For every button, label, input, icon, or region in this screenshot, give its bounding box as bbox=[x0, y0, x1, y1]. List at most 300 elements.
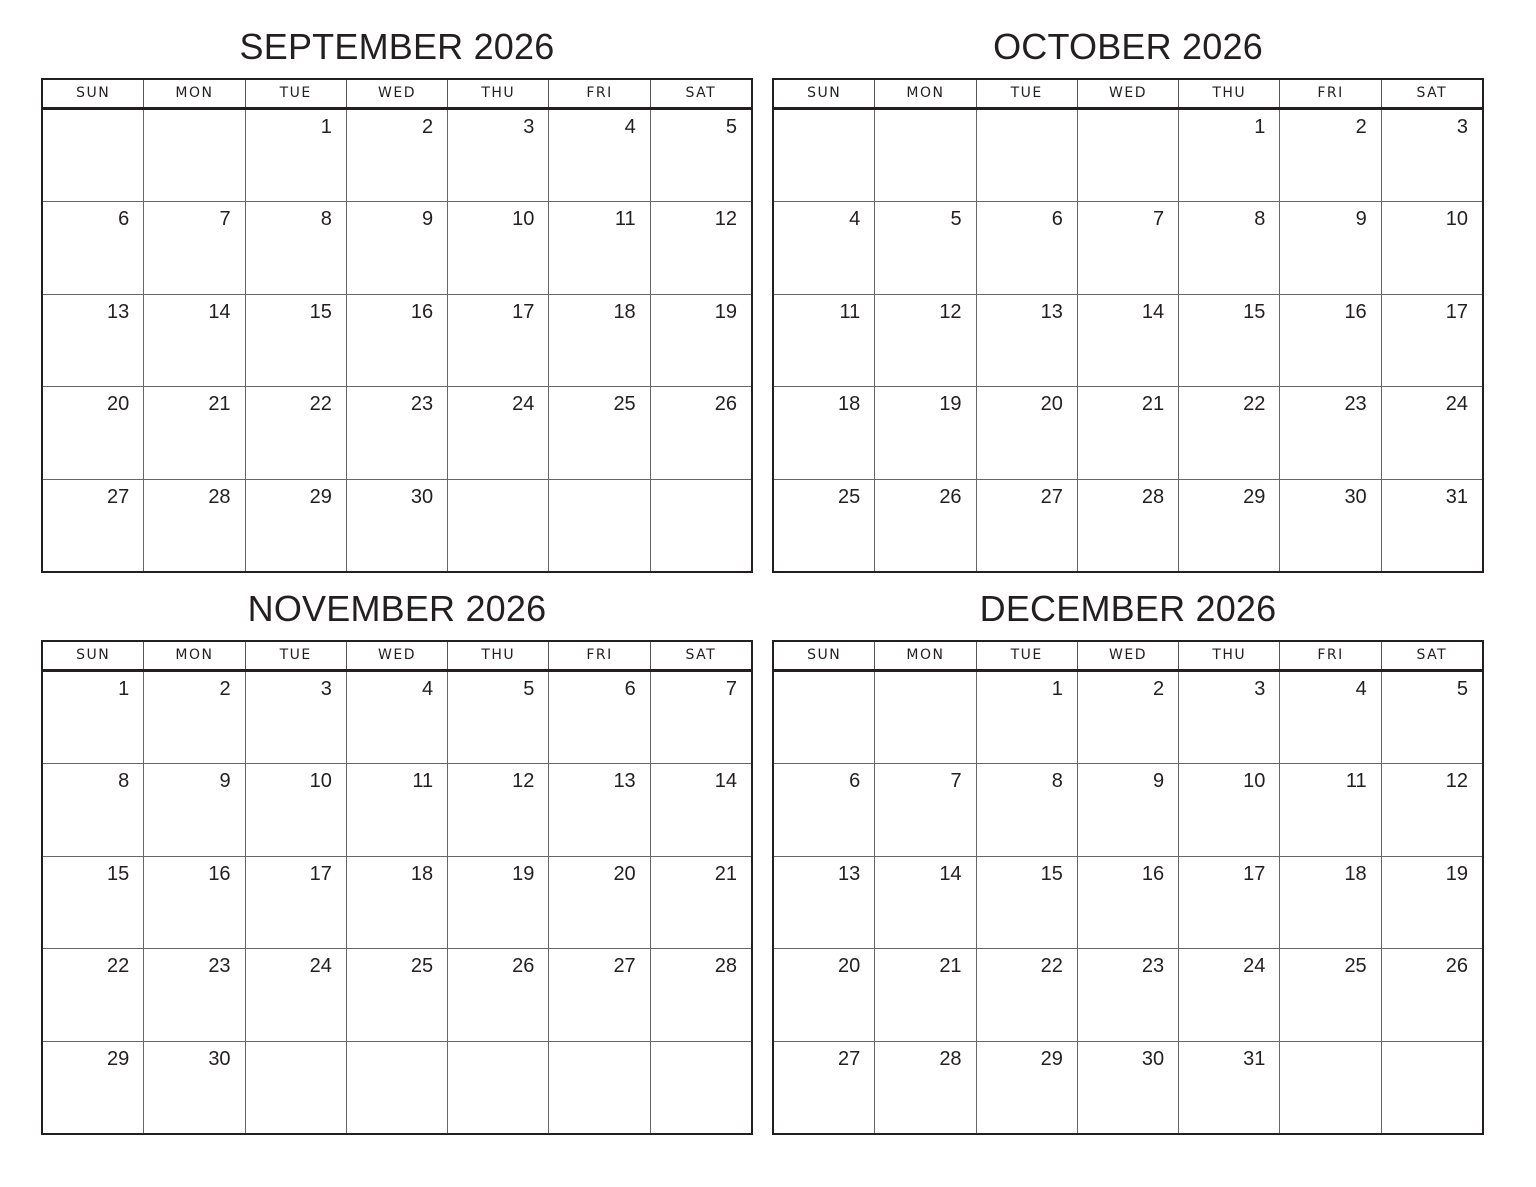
day-number: 27 bbox=[107, 485, 130, 508]
day-number: 22 bbox=[309, 393, 332, 416]
day-number: 23 bbox=[410, 393, 434, 416]
weekday-header-row bbox=[774, 80, 1482, 110]
weekday-label-fri: FRI bbox=[1279, 80, 1380, 107]
weekday-label-mon: MON bbox=[874, 80, 975, 107]
day-number: 11 bbox=[1345, 770, 1367, 793]
day-cell bbox=[650, 295, 751, 386]
day-cell bbox=[245, 857, 346, 948]
day-cell bbox=[1381, 295, 1482, 386]
day-cell bbox=[447, 764, 548, 855]
day-number: 21 bbox=[208, 393, 231, 416]
month-october bbox=[772, 22, 1484, 573]
day-number: 11 bbox=[412, 770, 434, 793]
day-number: 14 bbox=[208, 300, 231, 323]
weekday-label-fri: FRI bbox=[548, 80, 649, 107]
day-number: 28 bbox=[1141, 485, 1165, 508]
day-cell bbox=[1077, 857, 1178, 948]
week-row bbox=[774, 672, 1482, 763]
day-number: 12 bbox=[1445, 770, 1468, 793]
day-cell bbox=[43, 764, 143, 855]
empty-day-cell bbox=[447, 480, 548, 571]
day-number: 3 bbox=[1456, 116, 1468, 138]
day-cell bbox=[1381, 949, 1482, 1040]
day-cell bbox=[976, 1042, 1077, 1133]
day-number: 1 bbox=[320, 116, 332, 138]
day-cell bbox=[976, 672, 1077, 763]
weekday-label-sun: SUN bbox=[76, 85, 111, 101]
day-cell bbox=[143, 857, 244, 948]
empty-day-cell bbox=[548, 1042, 649, 1133]
empty-day-cell bbox=[650, 1042, 751, 1133]
day-number: 25 bbox=[613, 393, 636, 416]
day-number: 15 bbox=[107, 862, 130, 885]
day-cell bbox=[1279, 672, 1380, 763]
day-number: 26 bbox=[939, 485, 962, 508]
day-cell bbox=[874, 480, 975, 571]
day-cell bbox=[447, 295, 548, 386]
day-cell bbox=[548, 949, 649, 1040]
day-number: 19 bbox=[1445, 862, 1468, 885]
day-number: 7 bbox=[950, 770, 962, 793]
day-cell bbox=[1077, 387, 1178, 478]
day-number: 2 bbox=[219, 678, 231, 700]
day-number: 5 bbox=[725, 116, 737, 138]
day-number: 17 bbox=[512, 300, 535, 323]
day-cell bbox=[346, 857, 447, 948]
day-number: 7 bbox=[1153, 208, 1165, 231]
day-number: 25 bbox=[1344, 955, 1367, 978]
week-row bbox=[774, 856, 1482, 948]
day-number: 23 bbox=[208, 955, 231, 978]
day-cell bbox=[774, 387, 874, 478]
day-cell bbox=[976, 202, 1077, 293]
day-cell bbox=[1381, 857, 1482, 948]
day-number: 15 bbox=[309, 300, 332, 323]
day-cell bbox=[1381, 480, 1482, 571]
day-cell bbox=[874, 295, 975, 386]
day-cell bbox=[346, 480, 447, 571]
day-cell bbox=[874, 202, 975, 293]
day-cell bbox=[774, 949, 874, 1040]
day-number: 10 bbox=[1445, 208, 1468, 231]
month-december bbox=[772, 584, 1484, 1135]
day-cell bbox=[1178, 387, 1279, 478]
day-cell bbox=[1381, 110, 1482, 201]
day-number: 5 bbox=[950, 208, 962, 231]
empty-day-cell bbox=[650, 480, 751, 571]
day-number: 30 bbox=[1141, 1047, 1165, 1070]
day-number: 19 bbox=[939, 393, 962, 416]
weekday-label-thu: THU bbox=[447, 642, 548, 669]
day-number: 11 bbox=[839, 300, 861, 323]
week-row bbox=[43, 948, 751, 1040]
day-number: 26 bbox=[1445, 955, 1468, 978]
day-number: 28 bbox=[939, 1047, 962, 1070]
weekday-header-row bbox=[43, 642, 751, 672]
day-cell bbox=[43, 857, 143, 948]
day-number: 6 bbox=[849, 770, 861, 793]
day-number: 16 bbox=[1344, 300, 1367, 323]
weekday-label-thu: THU bbox=[447, 80, 548, 107]
week-row bbox=[43, 479, 751, 571]
week-row bbox=[774, 294, 1482, 386]
day-number: 27 bbox=[838, 1047, 861, 1070]
day-cell bbox=[874, 387, 975, 478]
day-cell bbox=[143, 295, 244, 386]
day-number: 7 bbox=[725, 678, 737, 700]
day-number: 23 bbox=[1344, 393, 1367, 416]
day-number: 10 bbox=[1243, 770, 1266, 793]
month-title: NOVEMBER 2026 bbox=[247, 588, 547, 629]
day-cell bbox=[245, 480, 346, 571]
week-row bbox=[43, 672, 751, 763]
weekday-label-sun: SUN bbox=[76, 647, 111, 663]
day-cell bbox=[1178, 295, 1279, 386]
day-number: 22 bbox=[107, 955, 130, 978]
day-cell bbox=[1279, 202, 1380, 293]
day-cell bbox=[774, 480, 874, 571]
day-cell bbox=[976, 949, 1077, 1040]
weekday-label-tue: TUE bbox=[976, 642, 1077, 669]
weekday-label-tue: TUE bbox=[245, 80, 346, 107]
empty-day-cell bbox=[774, 110, 874, 201]
day-cell bbox=[1077, 202, 1178, 293]
empty-day-cell bbox=[1279, 1042, 1380, 1133]
weekday-label-mon: MON bbox=[143, 80, 244, 107]
day-cell bbox=[650, 857, 751, 948]
weekday-label-thu: THU bbox=[1178, 642, 1279, 669]
day-cell bbox=[650, 672, 751, 763]
day-number: 20 bbox=[107, 393, 130, 416]
day-cell bbox=[548, 857, 649, 948]
empty-day-cell bbox=[548, 480, 649, 571]
day-cell bbox=[874, 764, 975, 855]
week-row bbox=[43, 294, 751, 386]
week-row bbox=[43, 1041, 751, 1133]
day-number: 6 bbox=[1051, 208, 1063, 231]
week-row bbox=[774, 763, 1482, 855]
weekday-label-sun: SUN bbox=[807, 647, 842, 663]
day-cell bbox=[43, 672, 143, 763]
week-row bbox=[774, 386, 1482, 478]
month-grid bbox=[772, 78, 1484, 573]
day-number: 29 bbox=[107, 1047, 130, 1070]
day-number: 31 bbox=[1445, 485, 1468, 508]
day-cell bbox=[976, 480, 1077, 571]
weekday-label-mon: MON bbox=[874, 642, 975, 669]
day-number: 3 bbox=[320, 678, 332, 700]
day-number: 10 bbox=[309, 770, 332, 793]
day-cell bbox=[245, 295, 346, 386]
day-cell bbox=[774, 202, 874, 293]
week-row bbox=[774, 479, 1482, 571]
day-cell bbox=[245, 672, 346, 763]
day-number: 4 bbox=[1355, 678, 1367, 700]
day-cell bbox=[245, 202, 346, 293]
day-cell bbox=[548, 110, 649, 201]
day-cell bbox=[346, 764, 447, 855]
day-cell bbox=[874, 949, 975, 1040]
day-cell bbox=[143, 949, 244, 1040]
weeks-container bbox=[774, 110, 1482, 571]
weekday-label-wed: WED bbox=[1077, 642, 1178, 669]
empty-day-cell bbox=[976, 110, 1077, 201]
day-number: 20 bbox=[838, 955, 861, 978]
day-cell bbox=[447, 202, 548, 293]
week-row bbox=[43, 856, 751, 948]
month-september bbox=[41, 22, 753, 573]
empty-day-cell bbox=[143, 110, 244, 201]
day-number: 9 bbox=[219, 770, 231, 793]
weekday-label-fri: FRI bbox=[548, 642, 649, 669]
day-cell bbox=[1077, 295, 1178, 386]
day-number: 2 bbox=[1153, 678, 1165, 700]
month-november bbox=[41, 584, 753, 1135]
day-number: 9 bbox=[1355, 208, 1367, 231]
day-number: 13 bbox=[107, 300, 130, 323]
day-cell bbox=[143, 202, 244, 293]
day-cell bbox=[1279, 857, 1380, 948]
day-cell bbox=[774, 857, 874, 948]
day-number: 23 bbox=[1141, 955, 1165, 978]
day-number: 27 bbox=[1040, 485, 1063, 508]
day-cell bbox=[548, 295, 649, 386]
day-cell bbox=[548, 672, 649, 763]
weekday-label-tue: TUE bbox=[245, 642, 346, 669]
day-number: 30 bbox=[410, 485, 434, 508]
day-cell bbox=[1077, 672, 1178, 763]
day-number: 18 bbox=[613, 300, 636, 323]
day-number: 4 bbox=[422, 678, 434, 700]
day-number: 16 bbox=[208, 862, 231, 885]
day-number: 24 bbox=[1445, 393, 1468, 416]
month-grid bbox=[41, 78, 753, 573]
day-number: 20 bbox=[613, 862, 636, 885]
day-number: 8 bbox=[1051, 770, 1063, 793]
day-number: 4 bbox=[624, 116, 636, 138]
day-number: 9 bbox=[1153, 770, 1165, 793]
day-number: 13 bbox=[838, 862, 861, 885]
day-cell bbox=[1178, 949, 1279, 1040]
week-row bbox=[43, 110, 751, 201]
day-cell bbox=[650, 764, 751, 855]
day-cell bbox=[650, 387, 751, 478]
month-title: DECEMBER 2026 bbox=[979, 588, 1277, 629]
day-cell bbox=[1178, 857, 1279, 948]
weekday-label-wed: WED bbox=[346, 642, 447, 669]
day-cell bbox=[346, 672, 447, 763]
weekday-label-fri: FRI bbox=[1279, 642, 1380, 669]
day-cell bbox=[976, 387, 1077, 478]
weekday-label-sat: SAT bbox=[650, 642, 751, 669]
day-cell bbox=[143, 480, 244, 571]
day-cell bbox=[143, 387, 244, 478]
day-number: 15 bbox=[1040, 862, 1063, 885]
day-cell bbox=[976, 764, 1077, 855]
day-number: 14 bbox=[714, 770, 737, 793]
weekday-label-sat: SAT bbox=[650, 80, 751, 107]
day-number: 24 bbox=[309, 955, 332, 978]
day-number: 4 bbox=[849, 208, 861, 231]
day-number: 8 bbox=[118, 770, 130, 793]
weekday-label-wed: WED bbox=[1077, 80, 1178, 107]
day-cell bbox=[245, 764, 346, 855]
day-number: 26 bbox=[512, 955, 535, 978]
day-cell bbox=[1077, 480, 1178, 571]
week-row bbox=[43, 386, 751, 478]
day-cell bbox=[774, 295, 874, 386]
weekday-header-row bbox=[43, 80, 751, 110]
week-row bbox=[774, 1041, 1482, 1133]
day-number: 9 bbox=[422, 208, 434, 231]
day-cell bbox=[447, 387, 548, 478]
weekday-label-sun: SUN bbox=[807, 85, 842, 101]
empty-day-cell bbox=[346, 1042, 447, 1133]
day-cell bbox=[1178, 480, 1279, 571]
day-cell bbox=[1178, 110, 1279, 201]
day-cell bbox=[976, 857, 1077, 948]
day-number: 19 bbox=[714, 300, 737, 323]
week-row bbox=[774, 201, 1482, 293]
day-number: 14 bbox=[939, 862, 962, 885]
weeks-container bbox=[43, 110, 751, 571]
day-cell bbox=[1178, 764, 1279, 855]
weekday-label-sat: SAT bbox=[1381, 80, 1482, 107]
day-cell bbox=[1279, 949, 1380, 1040]
day-cell bbox=[548, 387, 649, 478]
day-number: 21 bbox=[939, 955, 962, 978]
day-number: 12 bbox=[512, 770, 535, 793]
day-number: 24 bbox=[1243, 955, 1266, 978]
day-cell bbox=[245, 110, 346, 201]
day-number: 1 bbox=[118, 678, 130, 700]
weeks-container bbox=[774, 672, 1482, 1133]
day-number: 29 bbox=[309, 485, 332, 508]
day-number: 16 bbox=[410, 300, 434, 323]
day-number: 18 bbox=[1344, 862, 1367, 885]
empty-day-cell bbox=[1381, 1042, 1482, 1133]
day-cell bbox=[447, 672, 548, 763]
day-cell bbox=[43, 480, 143, 571]
day-number: 18 bbox=[838, 393, 861, 416]
day-cell bbox=[447, 110, 548, 201]
day-cell bbox=[548, 202, 649, 293]
day-cell bbox=[1381, 672, 1482, 763]
day-cell bbox=[1077, 949, 1178, 1040]
weekday-label-thu: THU bbox=[1178, 80, 1279, 107]
day-cell bbox=[1279, 387, 1380, 478]
day-cell bbox=[1279, 480, 1380, 571]
day-number: 11 bbox=[614, 208, 636, 231]
day-cell bbox=[143, 1042, 244, 1133]
weekday-label-wed: WED bbox=[346, 80, 447, 107]
day-number: 25 bbox=[410, 955, 434, 978]
day-cell bbox=[447, 949, 548, 1040]
day-cell bbox=[1077, 1042, 1178, 1133]
day-number: 19 bbox=[512, 862, 535, 885]
day-number: 17 bbox=[309, 862, 332, 885]
day-number: 12 bbox=[714, 208, 737, 231]
day-number: 29 bbox=[1243, 485, 1266, 508]
day-cell bbox=[346, 295, 447, 386]
day-number: 22 bbox=[1243, 393, 1266, 416]
day-number: 15 bbox=[1243, 300, 1266, 323]
day-number: 28 bbox=[714, 955, 737, 978]
day-cell bbox=[774, 1042, 874, 1133]
day-cell bbox=[43, 1042, 143, 1133]
day-number: 18 bbox=[410, 862, 434, 885]
empty-day-cell bbox=[447, 1042, 548, 1133]
weekday-label-sat: SAT bbox=[1381, 642, 1482, 669]
day-cell bbox=[774, 764, 874, 855]
day-number: 31 bbox=[1243, 1047, 1266, 1070]
day-number: 21 bbox=[714, 862, 737, 885]
day-cell bbox=[1381, 387, 1482, 478]
day-number: 21 bbox=[1141, 393, 1165, 416]
day-number: 20 bbox=[1040, 393, 1063, 416]
empty-day-cell bbox=[874, 672, 975, 763]
day-number: 7 bbox=[219, 208, 231, 231]
day-cell bbox=[346, 387, 447, 478]
day-cell bbox=[143, 764, 244, 855]
day-cell bbox=[43, 949, 143, 1040]
empty-day-cell bbox=[245, 1042, 346, 1133]
day-number: 10 bbox=[512, 208, 535, 231]
week-row bbox=[43, 763, 751, 855]
day-number: 2 bbox=[1355, 116, 1367, 138]
day-number: 6 bbox=[624, 678, 636, 700]
weekday-label-tue: TUE bbox=[976, 80, 1077, 107]
month-grid bbox=[41, 640, 753, 1135]
day-cell bbox=[1279, 764, 1380, 855]
day-number: 17 bbox=[1445, 300, 1468, 323]
day-cell bbox=[346, 202, 447, 293]
day-cell bbox=[650, 949, 751, 1040]
day-cell bbox=[346, 949, 447, 1040]
day-number: 30 bbox=[208, 1047, 231, 1070]
day-number: 6 bbox=[118, 208, 130, 231]
day-number: 5 bbox=[1456, 678, 1468, 700]
empty-day-cell bbox=[874, 110, 975, 201]
day-cell bbox=[143, 672, 244, 763]
day-number: 13 bbox=[1040, 300, 1063, 323]
month-title: SEPTEMBER 2026 bbox=[239, 26, 555, 67]
day-number: 5 bbox=[523, 678, 535, 700]
day-cell bbox=[1381, 202, 1482, 293]
day-number: 13 bbox=[613, 770, 636, 793]
day-cell bbox=[1279, 110, 1380, 201]
day-number: 17 bbox=[1243, 862, 1266, 885]
day-cell bbox=[43, 202, 143, 293]
day-cell bbox=[650, 110, 751, 201]
day-number: 12 bbox=[939, 300, 962, 323]
day-cell bbox=[1077, 764, 1178, 855]
day-number: 28 bbox=[208, 485, 231, 508]
day-cell bbox=[245, 387, 346, 478]
day-number: 25 bbox=[838, 485, 861, 508]
day-number: 1 bbox=[1254, 116, 1266, 138]
day-cell bbox=[976, 295, 1077, 386]
weekday-label-mon: MON bbox=[143, 642, 244, 669]
empty-day-cell bbox=[43, 110, 143, 201]
day-cell bbox=[245, 949, 346, 1040]
day-cell bbox=[1178, 202, 1279, 293]
week-row bbox=[43, 201, 751, 293]
day-cell bbox=[346, 110, 447, 201]
weekday-header-row bbox=[774, 642, 1482, 672]
day-number: 22 bbox=[1040, 955, 1063, 978]
day-cell bbox=[1178, 1042, 1279, 1133]
